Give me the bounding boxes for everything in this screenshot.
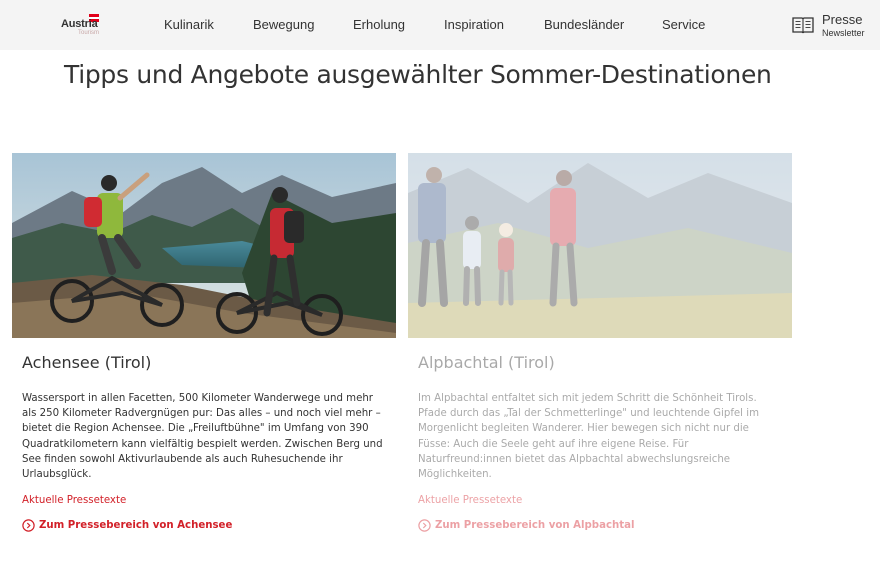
chevron-circle-icon xyxy=(22,519,35,532)
press-area-link-label: Zum Pressebereich von Achensee xyxy=(39,520,233,532)
destination-card-achensee xyxy=(12,153,396,532)
press-area-link-label: Zum Pressebereich von Alpbachtal xyxy=(435,520,635,532)
card-image-achensee[interactable] xyxy=(12,153,396,338)
nav-item-kulinarik[interactable]: Kulinarik xyxy=(164,17,214,32)
nav-item-inspiration[interactable]: Inspiration xyxy=(444,17,504,32)
book-icon xyxy=(792,16,814,34)
press-area-link[interactable] xyxy=(22,519,396,532)
nav-item-bundeslaender[interactable]: Bundesländer xyxy=(544,17,625,32)
presse-title: Presse xyxy=(822,12,863,27)
destination-card-alpbachtal xyxy=(408,153,792,532)
card-title: Alpbachtal (Tirol) xyxy=(418,353,555,372)
nav-item-bewegung[interactable]: Bewegung xyxy=(253,17,315,32)
card-image-alpbachtal[interactable] xyxy=(408,153,792,338)
presse-newsletter-link[interactable] xyxy=(792,12,876,40)
chevron-circle-icon xyxy=(418,519,431,532)
card-description: Wassersport in allen Facetten, 500 Kilometer Wanderwege und mehr als 250 Kilometer Radvergnügen pur: Das alles – und noch viel mehr – bietet die Region Achensee. Die „Freiluftbühne" im Umfang von 390 Quadratkilometern kann vielfältig bespielt werden. Zwischen Berg und See finden sowohl Aktivurlaubende als auch Ruhesuchende ihr Urlaubsglück. xyxy=(22,393,383,481)
nav-item-erholung[interactable]: Erholung xyxy=(353,17,406,32)
logo-word: Austria xyxy=(61,18,98,30)
austria-tourism-logo[interactable] xyxy=(56,12,106,42)
card-title: Achensee (Tirol) xyxy=(22,353,152,372)
nav-item-service[interactable]: Service xyxy=(662,17,706,32)
press-texts-link[interactable]: Aktuelle Pressetexte xyxy=(418,495,523,507)
press-texts-link[interactable]: Aktuelle Pressetexte xyxy=(22,495,127,507)
press-area-link[interactable] xyxy=(418,519,792,532)
header xyxy=(0,0,880,50)
page-title: Tipps und Angebote ausgewählter Sommer-Destinationen xyxy=(64,60,772,89)
card-description: Im Alpbachtal entfaltet sich mit jedem Schritt die Schönheit Tirols. Pfade durch das „Tal der Schmetterlinge" und leuchtende Gipfel im Morgenlicht begleiten Wanderer. Hier bewegen sich nicht nur die Füsse: Auch die Seele geht auf ihre eigene Reise. Für Naturfreund:innen bietet das Alpbachtal abwechslungsreiche Möglichkeiten. xyxy=(418,393,759,481)
logo-sub: Tourism xyxy=(78,30,100,36)
presse-subtitle: Newsletter xyxy=(822,28,865,38)
